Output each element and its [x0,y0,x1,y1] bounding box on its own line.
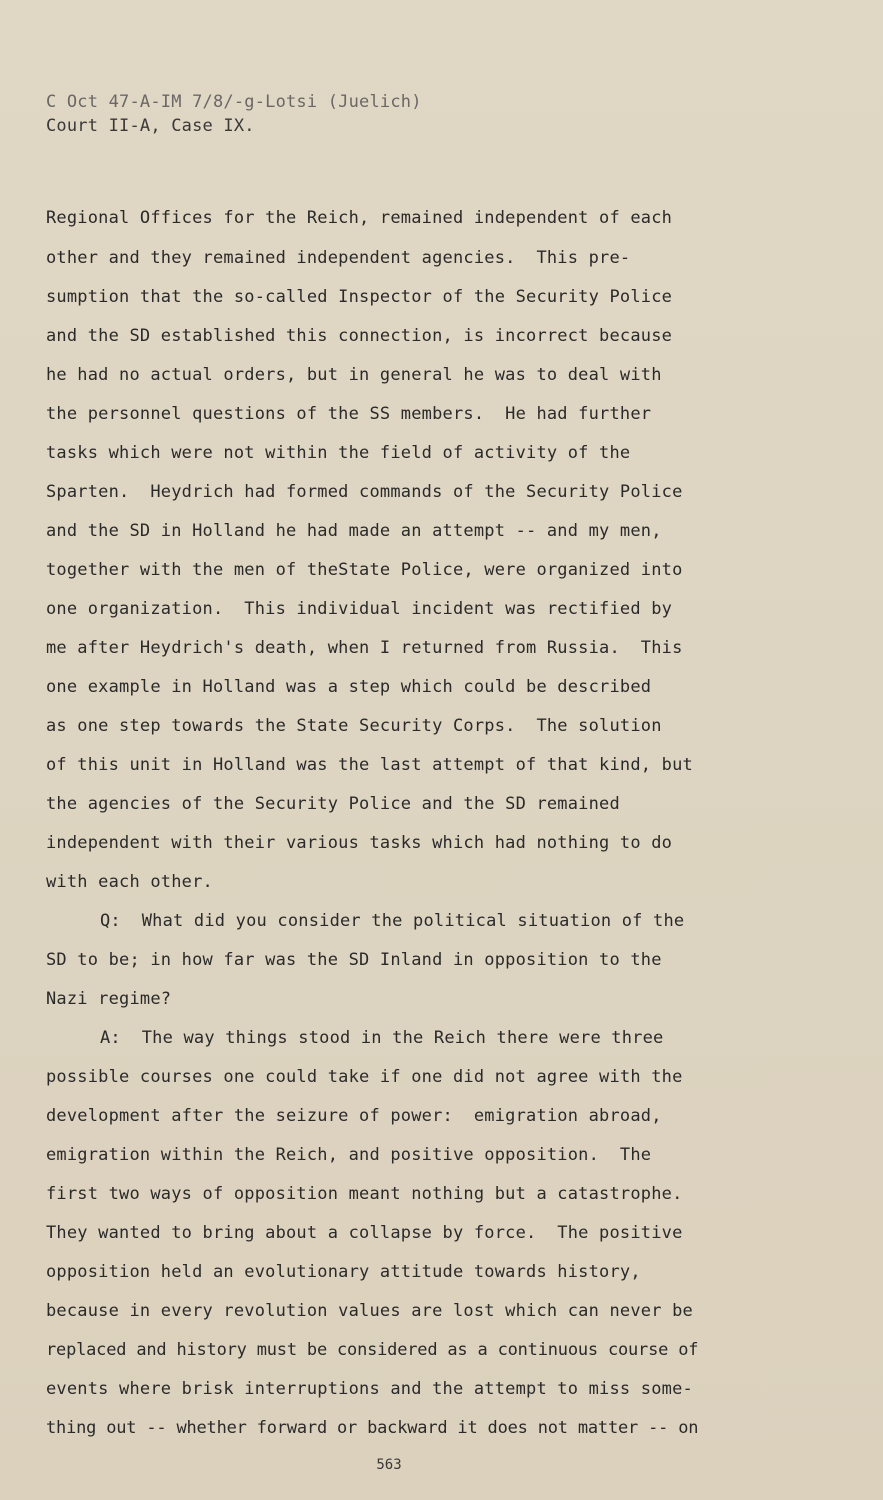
body-line: opposition held an evolutionary attitude towards history, [46,1262,641,1282]
header-reference: C Oct 47-A-IM 7/8/-g-Lotsi (Juelich) [46,92,422,112]
body-line: events where brisk interruptions and the attempt to miss some- [46,1379,693,1399]
body-line: development after the seizure of power: emigration abroad, [46,1106,662,1126]
header-court-case: Court II-A, Case IX. [46,116,255,136]
answer-line: A: The way things stood in the Reich there were three [100,1028,664,1048]
body-line: first two ways of opposition meant nothing but a catastrophe. [46,1184,683,1204]
body-line: he had no actual orders, but in general he was to deal with [46,365,662,385]
page-number: 563 [376,1457,402,1473]
body-line: independent with their various tasks which had nothing to do [46,833,673,853]
body-line: replaced and history must be considered as a continuous course of [46,1340,699,1360]
body-line: and the SD established this connection, is incorrect because [46,326,673,346]
body-line: tasks which were not within the field of activity of the [46,443,631,463]
body-line: thing out -- whether forward or backward it does not matter -- on [46,1418,699,1438]
body-line: me after Heydrich's death, when I returned from Russia. This [46,638,683,658]
body-line: Regional Offices for the Reich, remained independent of each [46,208,673,228]
body-line: sumption that the so-called Inspector of the Security Police [46,287,673,307]
body-line: Sparten. Heydrich had formed commands of the Security Police [46,482,683,502]
body-line: Nazi regime? [46,989,172,1009]
body-line: together with the men of theState Police, were organized into [46,560,683,580]
body-line: as one step towards the State Security Corps. The solution [46,716,662,736]
body-line: SD to be; in how far was the SD Inland in opposition to the [46,950,662,970]
body-line: because in every revolution values are lost which can never be [46,1301,693,1321]
body-line: possible courses one could take if one did not agree with the [46,1067,683,1087]
body-line: of this unit in Holland was the last attempt of that kind, but [46,755,693,775]
body-line: the personnel questions of the SS members. He had further [46,404,652,424]
body-line: one example in Holland was a step which could be described [46,677,652,697]
body-line: the agencies of the Security Police and the SD remained [46,794,620,814]
question-line: Q: What did you consider the political situation of the [100,911,685,931]
body-line: They wanted to bring about a collapse by force. The positive [46,1223,683,1243]
body-line: emigration within the Reich, and positive opposition. The [46,1145,652,1165]
body-line: with each other. [46,872,213,892]
body-line: and the SD in Holland he had made an attempt -- and my men, [46,521,662,541]
body-line: one organization. This individual incident was rectified by [46,599,673,619]
body-line: other and they remained independent agencies. This pre- [46,248,631,268]
